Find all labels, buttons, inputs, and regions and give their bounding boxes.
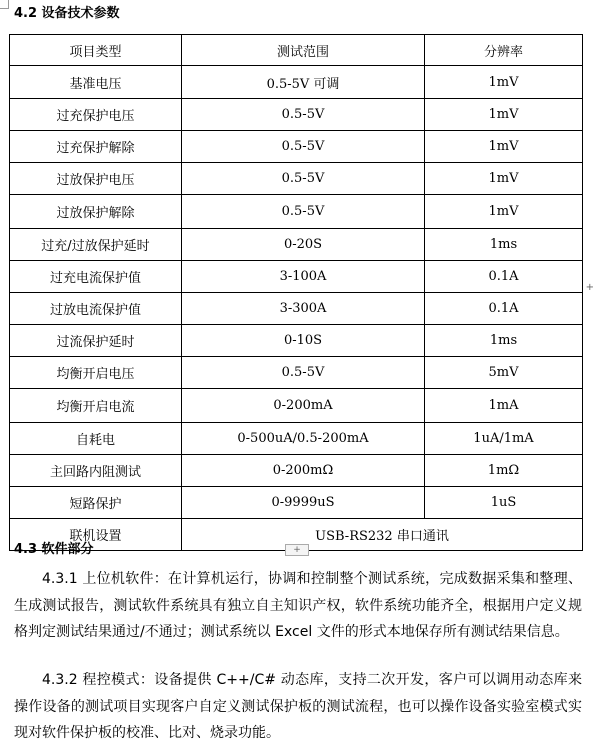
- test-range-cell: 0.5-5V: [182, 195, 425, 229]
- param-name-cell: 过放保护解除: [10, 195, 182, 229]
- resolution-cell: 0.1A: [425, 261, 583, 293]
- test-range-cell: 0.5-5V: [182, 163, 425, 195]
- table-header-cell: 项目类型: [10, 35, 182, 66]
- resolution-cell: 0.1A: [425, 293, 583, 325]
- param-name-cell: 过放保护电压: [10, 163, 182, 195]
- table-row: [10, 261, 583, 293]
- resolution-cell: 1ms: [425, 325, 583, 357]
- test-range-cell: 3-100A: [182, 261, 425, 293]
- test-range-cell: 0.5-5V: [182, 99, 425, 131]
- resolution-cell: 1mV: [425, 66, 583, 99]
- param-name-cell: 自耗电: [10, 423, 182, 455]
- resolution-cell: 1uA/1mA: [425, 423, 583, 455]
- test-range-cell: 3-300A: [182, 293, 425, 325]
- paragraph-text: 4.3.2 程控模式：设备提供 C++/C# 动态库，支持二次开发，客户可以调用动态库来操作设备的测试项目实现客户自定义测试保护板的测试流程，也可以操作设备实验室模式实现对软件保护板的校准、比对、烧录功能。: [14, 672, 582, 741]
- table-row: [10, 131, 583, 163]
- table-row: [10, 423, 583, 455]
- params-table-body: [10, 35, 583, 551]
- param-name-cell: 主回路内阻测试: [10, 455, 182, 487]
- table-row: [10, 99, 583, 131]
- resolution-cell: 1uS: [425, 487, 583, 519]
- table-row: [10, 487, 583, 519]
- table-row: [10, 389, 583, 423]
- add-row-plus-icon[interactable]: +: [285, 544, 309, 556]
- resolution-cell: 1mA: [425, 389, 583, 423]
- table-row: [10, 455, 583, 487]
- section-title-4-2: 4.2 设备技术参数: [14, 6, 120, 21]
- table-row: [10, 229, 583, 261]
- param-name-cell: 均衡开启电压: [10, 357, 182, 389]
- test-range-cell: 0.5-5V: [182, 357, 425, 389]
- param-name-cell: 过充保护电压: [10, 99, 182, 131]
- table-row: [10, 163, 583, 195]
- resolution-cell: 1mV: [425, 163, 583, 195]
- resolution-cell: 1mΩ: [425, 455, 583, 487]
- connection-value-cell: USB-RS232 串口通讯: [182, 519, 583, 551]
- test-range-cell: 0-200mA: [182, 389, 425, 423]
- table-header-cell: 测试范围: [182, 35, 425, 66]
- table-header-row: [10, 35, 583, 66]
- test-range-cell: 0.5-5V 可调: [182, 66, 425, 99]
- param-name-cell: 过充/过放保护延时: [10, 229, 182, 261]
- table-row: [10, 66, 583, 99]
- resolution-cell: 1ms: [425, 229, 583, 261]
- test-range-cell: 0-20S: [182, 229, 425, 261]
- table-header-cell: 分辨率: [425, 35, 583, 66]
- param-name-cell: 过流保护延时: [10, 325, 182, 357]
- resolution-cell: 1mV: [425, 131, 583, 163]
- param-name-cell: 过充保护解除: [10, 131, 182, 163]
- param-name-cell: 联机设置: [10, 519, 182, 551]
- resolution-cell: 1mV: [425, 99, 583, 131]
- table-row: [10, 293, 583, 325]
- table-row: [10, 195, 583, 229]
- table-row: [10, 325, 583, 357]
- paragraph-text: 4.3.1 上位机软件：在计算机运行，协调和控制整个测试系统，完成数据采集和整理、生成测试报告，测试软件系统具有独立自主知识产权，软件系统功能齐全，根据用户定义规格判定测试结果通过/不通过；测试系统以 Excel 文件的形式本地保存所有测试结果信息。: [14, 571, 582, 640]
- param-name-cell: 过放电流保护值: [10, 293, 182, 325]
- resolution-cell: 1mV: [425, 195, 583, 229]
- test-range-cell: 0-10S: [182, 325, 425, 357]
- param-name-cell: 均衡开启电流: [10, 389, 182, 423]
- paragraph-pc-software: [14, 566, 582, 646]
- table-row: [10, 357, 583, 389]
- params-table-container: [9, 34, 582, 543]
- paragraph-program-control: [14, 667, 582, 747]
- test-range-cell: 0-500uA/0.5-200mA: [182, 423, 425, 455]
- resolution-cell: 5mV: [425, 357, 583, 389]
- params-table: [9, 34, 583, 551]
- test-range-cell: 0.5-5V: [182, 131, 425, 163]
- param-name-cell: 基准电压: [10, 66, 182, 99]
- param-name-cell: 短路保护: [10, 487, 182, 519]
- test-range-cell: 0-200mΩ: [182, 455, 425, 487]
- section-title-4-3: 4.3 软件部分: [14, 542, 94, 557]
- expand-plus-icon-right[interactable]: +: [585, 282, 594, 293]
- param-name-cell: 过充电流保护值: [10, 261, 182, 293]
- corner-crop-mark: [0, 0, 9, 9]
- test-range-cell: 0-9999uS: [182, 487, 425, 519]
